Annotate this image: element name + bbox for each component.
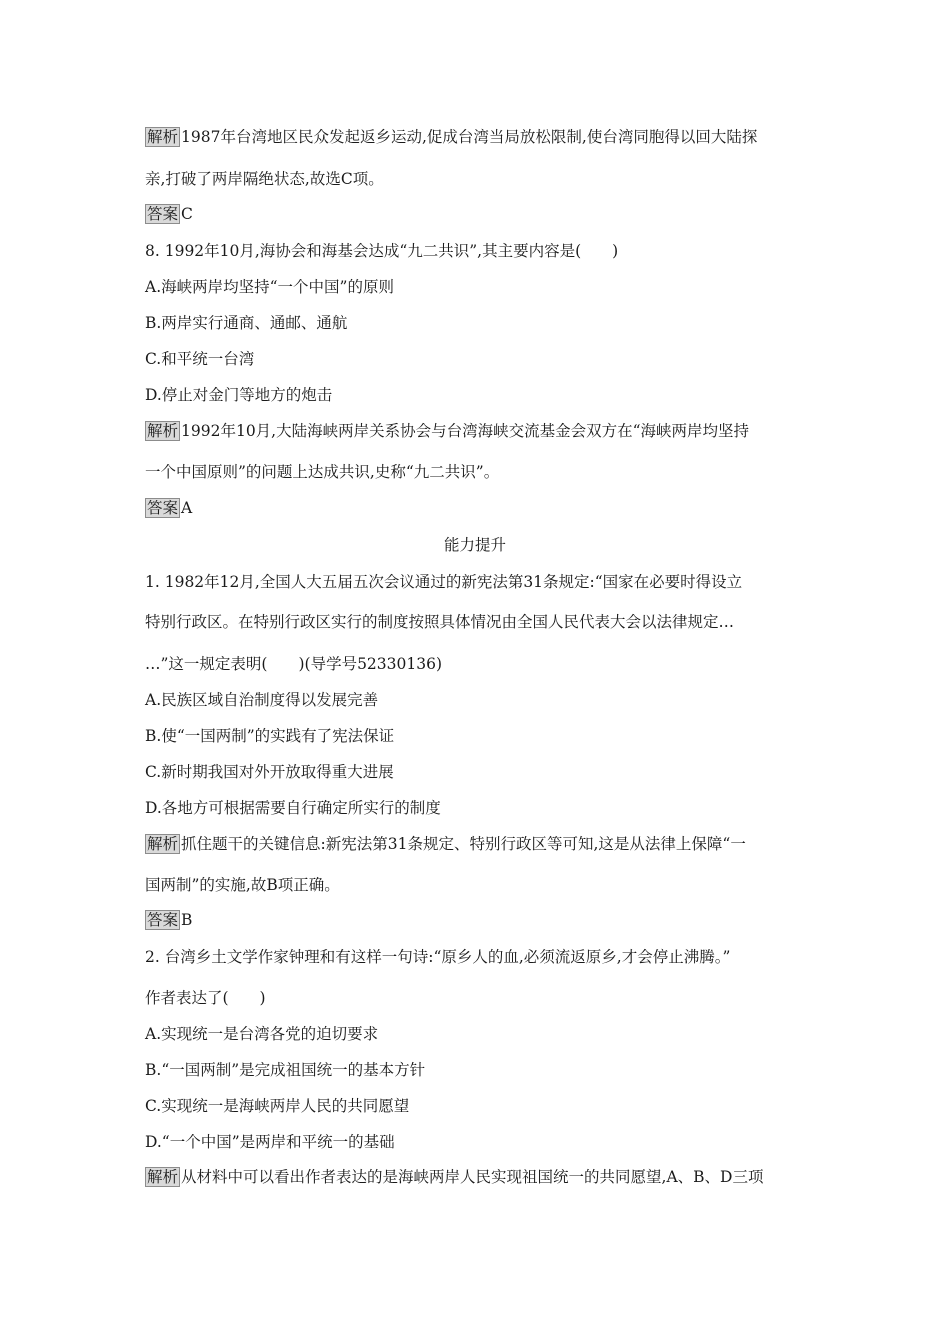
q8-stem: 8. 1992年10月,海协会和海基会达成“九二共识”,其主要内容是( )	[145, 242, 619, 260]
q8-option-b: B.两岸实行通商、通邮、通航	[145, 314, 348, 332]
p1-analysis-line-2: 国两制”的实施,故B项正确。	[145, 876, 340, 894]
p1-stem-line-2: 特别行政区。在特别行政区实行的制度按照具体情况由全国人民代表大会以法律规定…	[145, 613, 735, 631]
p1-stem-line-3: …”这一规定表明( )(导学号52330136)	[145, 655, 443, 673]
analysis-text: 抓住题干的关键信息:新宪法第31条规定、特别行政区等可知,这是从法律上保障“一	[181, 835, 746, 853]
p1-stem-line-1: 1. 1982年12月,全国人大五届五次会议通过的新宪法第31条规定:“国家在必要时得设立	[145, 573, 743, 591]
q8-analysis-line-1	[145, 421, 749, 441]
q7-analysis-line-2: 亲,打破了两岸隔绝状态,故选C项。	[145, 170, 384, 188]
p1-answer	[145, 910, 192, 930]
q7-answer	[145, 204, 193, 224]
q7-analysis-line-1	[145, 127, 757, 147]
p1-option-d: D.各地方可根据需要自行确定所实行的制度	[145, 799, 441, 817]
p2-analysis-line-1	[145, 1167, 763, 1187]
p1-option-b: B.使“一国两制”的实践有了宪法保证	[145, 727, 395, 745]
p2-stem-line-1: 2. 台湾乡土文学作家钟理和有这样一句诗:“原乡人的血,必须流返原乡,才会停止沸腾。”	[145, 948, 731, 966]
analysis-text: 1987年台湾地区民众发起返乡运动,促成台湾当局放松限制,使台湾同胞得以回大陆探	[181, 128, 758, 146]
p1-analysis-line-1	[145, 834, 746, 854]
answer-value: C	[181, 205, 193, 223]
p2-option-a: A.实现统一是台湾各党的迫切要求	[145, 1025, 379, 1043]
p2-option-c: C.实现统一是海峡两岸人民的共同愿望	[145, 1097, 410, 1115]
q8-analysis-line-2: 一个中国原则”的问题上达成共识,史称“九二共识”。	[145, 463, 500, 481]
answer-value: A	[181, 499, 193, 517]
analysis-tag: 解析	[147, 128, 179, 146]
answer-value: B	[181, 911, 193, 929]
answer-tag: 答案	[147, 205, 179, 223]
p2-option-d: D.“一个中国”是两岸和平统一的基础	[145, 1133, 395, 1151]
p2-stem-line-2: 作者表达了( )	[145, 989, 266, 1007]
q8-option-d: D.停止对金门等地方的炮击	[145, 386, 333, 404]
q8-option-c: C.和平统一台湾	[145, 350, 255, 368]
answer-tag: 答案	[147, 499, 179, 517]
analysis-tag: 解析	[147, 835, 179, 853]
section-title: 能力提升	[443, 536, 506, 554]
p1-option-c: C.新时期我国对外开放取得重大进展	[145, 763, 394, 781]
answer-tag: 答案	[147, 911, 179, 929]
p1-option-a: A.民族区域自治制度得以发展完善	[145, 691, 379, 709]
p2-option-b: B.“一国两制”是完成祖国统一的基本方针	[145, 1061, 426, 1079]
q8-option-a: A.海峡两岸均坚持“一个中国”的原则	[145, 278, 394, 296]
analysis-text: 1992年10月,大陆海峡两岸关系协会与台湾海峡交流基金会双方在“海峡两岸均坚持	[181, 422, 750, 440]
q8-answer	[145, 498, 192, 518]
analysis-tag: 解析	[147, 422, 179, 440]
analysis-text: 从材料中可以看出作者表达的是海峡两岸人民实现祖国统一的共同愿望,A、B、D三项	[181, 1168, 764, 1186]
analysis-tag: 解析	[147, 1168, 179, 1186]
